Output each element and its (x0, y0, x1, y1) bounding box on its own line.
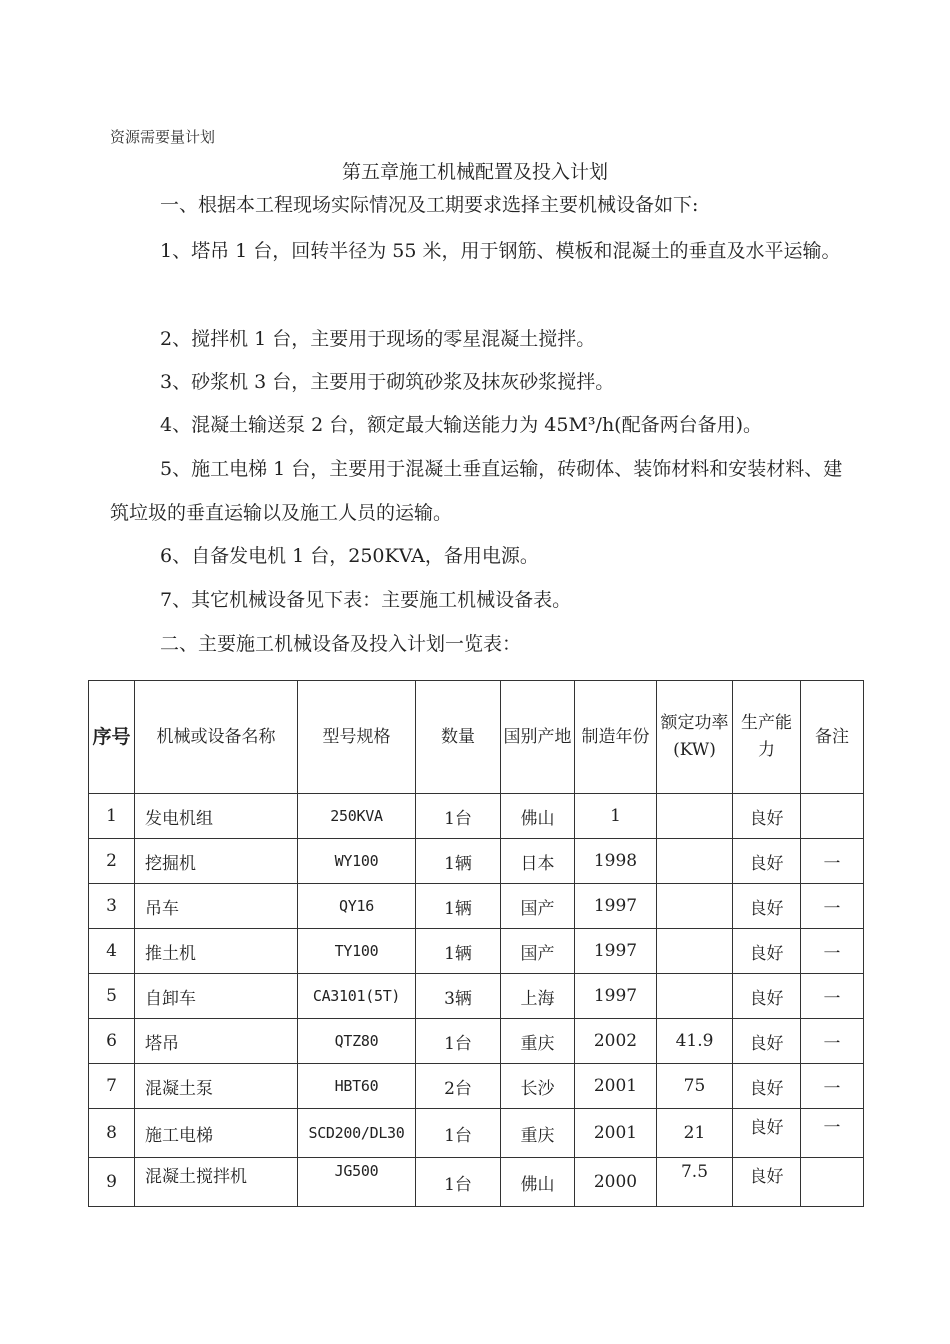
cell-origin: 上海 (501, 974, 575, 1019)
cell-name: 发电机组 (135, 794, 298, 839)
cell-origin: 重庆 (501, 1109, 575, 1158)
header-year: 制造年份 (575, 681, 657, 794)
cell-capacity: 良好 (733, 884, 801, 929)
cell-remark: 一 (801, 974, 864, 1019)
cell-origin: 长沙 (501, 1064, 575, 1109)
header-name: 机械或设备名称 (135, 681, 298, 794)
cell-power: 75 (657, 1064, 733, 1109)
header-model: 型号规格 (298, 681, 416, 794)
cell-power: 7.5 (657, 1158, 733, 1207)
header-qty: 数量 (416, 681, 501, 794)
cell-qty: 1辆 (416, 929, 501, 974)
section-two-heading: 二、主要施工机械设备及投入计划一览表： (160, 633, 522, 655)
header-origin: 国别产地 (501, 681, 575, 794)
table-row (89, 974, 864, 1019)
item-construction-elevator: 5、施工电梯 1 台，主要用于混凝土垂直运输，砖砌体、装饰材料和安装材料、建筑垃圾的垂直运输以及施工人员的运输。 (110, 458, 843, 524)
cell-capacity: 良好 (733, 929, 801, 974)
cell-qty: 1辆 (416, 839, 501, 884)
table-row (89, 1158, 864, 1207)
table-row (89, 1019, 864, 1064)
cell-origin: 佛山 (501, 794, 575, 839)
cell-remark: 一 (801, 884, 864, 929)
cell-seq: 7 (89, 1064, 135, 1109)
cell-capacity: 良好 (733, 1064, 801, 1109)
cell-qty: 1台 (416, 1109, 501, 1158)
cell-capacity: 良好 (733, 1158, 801, 1207)
cell-power (657, 929, 733, 974)
cell-model: TY100 (298, 929, 416, 974)
table-row (89, 839, 864, 884)
item-tower-crane: 1、塔吊 1 台，回转半径为 55 米，用于钢筋、模板和混凝土的垂直及水平运输。 (160, 240, 841, 262)
cell-model: CA3101(5T) (298, 974, 416, 1019)
table-row (89, 794, 864, 839)
cell-remark: 一 (801, 1019, 864, 1064)
cell-origin: 日本 (501, 839, 575, 884)
cell-seq: 4 (89, 929, 135, 974)
cell-model: SCD200/DL30 (298, 1109, 416, 1158)
header-remark: 备注 (801, 681, 864, 794)
cell-capacity: 良好 (733, 974, 801, 1019)
cell-year: 2002 (575, 1019, 657, 1064)
cell-power: 21 (657, 1109, 733, 1158)
cell-year: 1 (575, 794, 657, 839)
cell-qty: 1台 (416, 1158, 501, 1207)
cell-qty: 1台 (416, 1019, 501, 1064)
cell-qty: 2台 (416, 1064, 501, 1109)
cell-year: 1997 (575, 884, 657, 929)
cell-remark (801, 1158, 864, 1207)
cell-year: 1997 (575, 929, 657, 974)
cell-origin: 国产 (501, 929, 575, 974)
cell-year: 2000 (575, 1158, 657, 1207)
chapter-title: 第五章施工机械配置及投入计划 (341, 161, 608, 183)
cell-name: 挖掘机 (135, 839, 298, 884)
cell-model: 250KVA (298, 794, 416, 839)
item-other-equipment: 7、其它机械设备见下表：主要施工机械设备表。 (160, 589, 572, 611)
cell-power (657, 974, 733, 1019)
cell-model: JG500 (298, 1158, 416, 1207)
table-row (89, 1064, 864, 1109)
cell-year: 2001 (575, 1109, 657, 1158)
cell-seq: 9 (89, 1158, 135, 1207)
cell-name: 推土机 (135, 929, 298, 974)
cell-name: 混凝土泵 (135, 1064, 298, 1109)
cell-model: QY16 (298, 884, 416, 929)
cell-seq: 6 (89, 1019, 135, 1064)
cell-power (657, 884, 733, 929)
cell-power: 41.9 (657, 1019, 733, 1064)
cell-qty: 3辆 (416, 974, 501, 1019)
cell-seq: 8 (89, 1109, 135, 1158)
header-note: 资源需要量计划 (110, 128, 216, 146)
table-row (89, 1109, 864, 1158)
cell-capacity: 良好 (733, 794, 801, 839)
cell-year: 1998 (575, 839, 657, 884)
cell-origin: 重庆 (501, 1019, 575, 1064)
cell-remark (801, 794, 864, 839)
item-concrete-pump: 4、混凝土输送泵 2 台，额定最大输送能力为 45M³/h(配备两台备用)。 (160, 414, 763, 436)
section-one-heading: 一、根据本工程现场实际情况及工期要求选择主要机械设备如下: (160, 194, 699, 216)
header-power: 额定功率(KW) (657, 681, 733, 794)
item-mortar-mixer: 3、砂浆机 3 台，主要用于砌筑砂浆及抹灰砂浆搅拌。 (160, 371, 615, 393)
equipment-table (88, 680, 864, 1207)
cell-year: 1997 (575, 974, 657, 1019)
cell-capacity: 良好 (733, 1019, 801, 1064)
cell-model: QTZ80 (298, 1019, 416, 1064)
item-generator: 6、自备发电机 1 台，250KVA，备用电源。 (160, 545, 539, 567)
cell-origin: 国产 (501, 884, 575, 929)
cell-remark: 一 (801, 1109, 864, 1158)
item-mixer: 2、搅拌机 1 台，主要用于现场的零星混凝土搅拌。 (160, 328, 596, 350)
cell-capacity: 良好 (733, 1109, 801, 1158)
cell-name: 吊车 (135, 884, 298, 929)
cell-remark: 一 (801, 1064, 864, 1109)
cell-name: 塔吊 (135, 1019, 298, 1064)
cell-capacity: 良好 (733, 839, 801, 884)
cell-name: 自卸车 (135, 974, 298, 1019)
cell-qty: 1辆 (416, 884, 501, 929)
cell-name: 混凝土搅拌机 (135, 1158, 298, 1207)
cell-seq: 2 (89, 839, 135, 884)
cell-origin: 佛山 (501, 1158, 575, 1207)
cell-qty: 1台 (416, 794, 501, 839)
cell-power (657, 794, 733, 839)
cell-seq: 5 (89, 974, 135, 1019)
cell-remark: 一 (801, 839, 864, 884)
header-seq: 序号 (89, 681, 135, 794)
cell-seq: 1 (89, 794, 135, 839)
cell-seq: 3 (89, 884, 135, 929)
table-row (89, 929, 864, 974)
cell-year: 2001 (575, 1064, 657, 1109)
table-header-row (89, 681, 864, 794)
cell-model: WY100 (298, 839, 416, 884)
cell-power (657, 839, 733, 884)
table-row (89, 884, 864, 929)
header-capacity: 生产能力 (733, 681, 801, 794)
cell-name: 施工电梯 (135, 1109, 298, 1158)
cell-model: HBT60 (298, 1064, 416, 1109)
cell-remark: 一 (801, 929, 864, 974)
